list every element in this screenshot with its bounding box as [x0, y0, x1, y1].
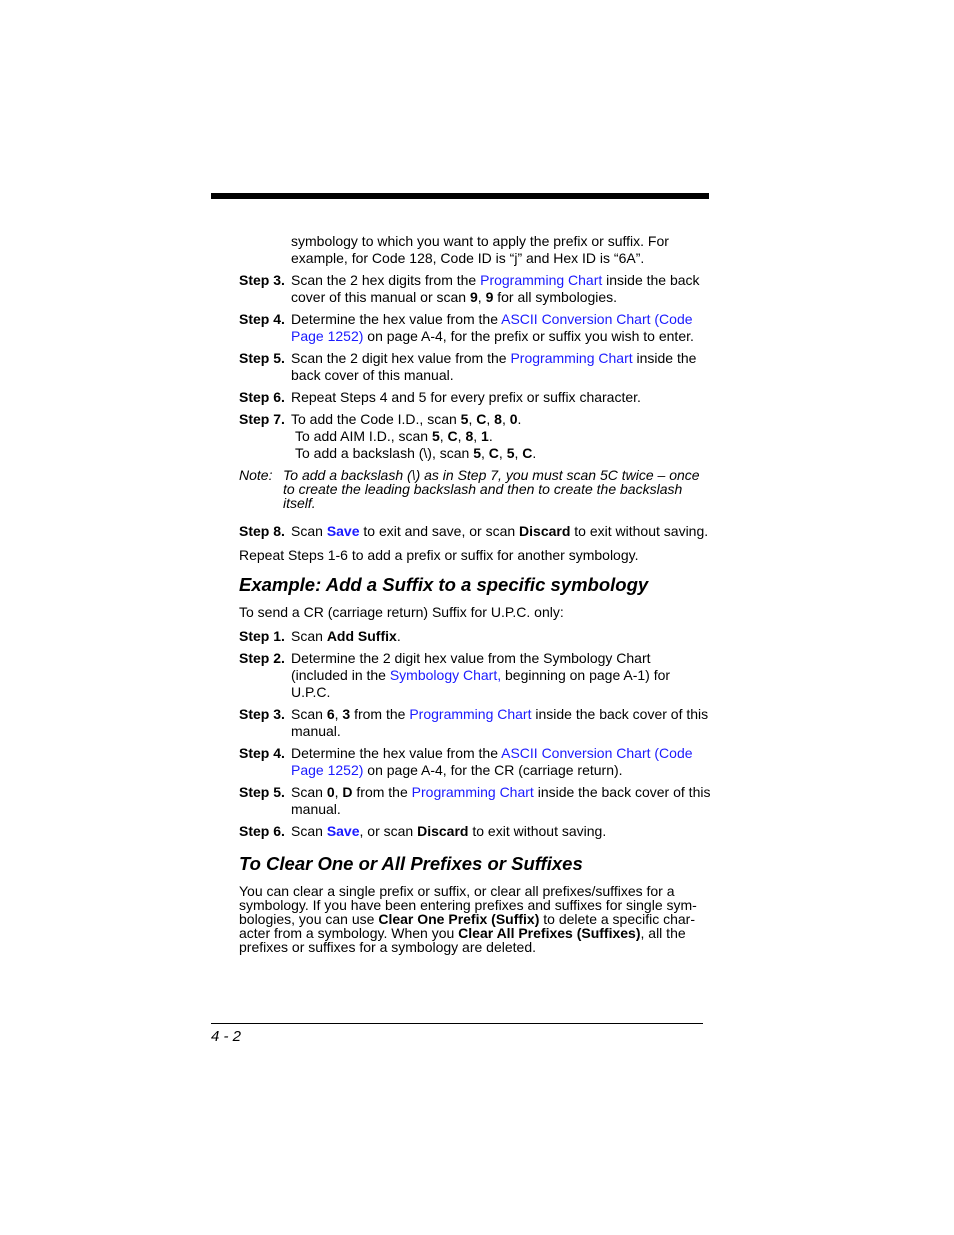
step-text: Scan Save, or scan Discard to exit without saving. [291, 823, 607, 839]
step-label: Step 5. [239, 784, 285, 800]
ascii-chart-link[interactable]: ASCII Conversion Chart (Code [501, 311, 693, 327]
header-rule [211, 193, 709, 199]
note-label: Note: [239, 467, 273, 483]
step-text: (included in the Symbology Chart, beginning on page A-1) for [291, 667, 671, 683]
ascii-chart-link[interactable]: Page 1252) [291, 328, 364, 344]
step-text: back cover of this manual. [291, 367, 454, 383]
example-intro: To send a CR (carriage return) Suffix for U.P.C. only: [239, 604, 564, 620]
step-text: Scan 6, 3 from the Programming Chart inside the back cover of this [291, 706, 709, 722]
section-heading: To Clear One or All Prefixes or Suffixes [239, 853, 583, 874]
ascii-chart-link[interactable]: Page 1252) [291, 762, 364, 778]
intro-line: symbology to which you want to apply the prefix or suffix. For [291, 233, 669, 249]
step-text: Scan the 2 hex digits from the Programming Chart inside the back [291, 272, 700, 288]
step-label: Step 3. [239, 706, 285, 722]
step-text: cover of this manual or scan 9, 9 for all symbologies. [291, 289, 618, 305]
step-label: Step 2. [239, 650, 285, 666]
note-text: itself. [283, 495, 316, 511]
programming-chart-link[interactable]: Programming Chart [510, 350, 633, 366]
footer-rule [211, 1023, 703, 1024]
page-number: 4 - 2 [211, 1028, 242, 1045]
step-text: manual. [291, 801, 341, 817]
step-text: Scan 0, D from the Programming Chart inside the back cover of this [291, 784, 711, 800]
step-text: Repeat Steps 4 and 5 for every prefix or suffix character. [291, 389, 641, 405]
clear-paragraph-line: prefixes or suffixes for a symbology are deleted. [239, 939, 537, 955]
step-label: Step 4. [239, 745, 285, 761]
symbology-chart-link[interactable]: Symbology Chart, [389, 667, 502, 683]
step-label: Step 6. [239, 823, 285, 839]
clear-paragraph-line: symbology. If you have been entering prefixes and suffixes for single sym- [239, 897, 697, 913]
repeat-text: Repeat Steps 1-6 to add a prefix or suffix for another symbology. [239, 547, 639, 563]
step-text: Determine the hex value from the ASCII Conversion Chart (Code [291, 745, 693, 761]
programming-chart-link[interactable]: Programming Chart [480, 272, 603, 288]
programming-chart-link[interactable]: Programming Chart [411, 784, 534, 800]
step-text: Determine the 2 digit hex value from the Symbology Chart [291, 650, 651, 666]
step-label: Step 4. [239, 311, 285, 327]
note-text: To add a backslash (\) as in Step 7, you must scan 5C twice – once [283, 467, 700, 483]
save-link[interactable]: Save [326, 523, 360, 539]
save-link[interactable]: Save [326, 823, 360, 839]
step-label: Step 1. [239, 628, 285, 644]
note-text: to create the leading backslash and then to create the backslash [283, 481, 683, 497]
clear-paragraph-line: You can clear a single prefix or suffix, or clear all prefixes/suffixes for a [239, 883, 675, 899]
clear-paragraph-line: acter from a symbology. When you Clear All Prefixes (Suffixes), all the [239, 925, 686, 941]
step-text: To add the Code I.D., scan 5, C, 8, 0. [291, 411, 522, 427]
step-label: Step 7. [239, 411, 285, 427]
step-text: Scan Add Suffix. [291, 628, 401, 644]
step-label: Step 8. [239, 523, 285, 539]
step-text: Page 1252) on page A-4, for the CR (carriage return). [291, 762, 623, 778]
step-label: Step 3. [239, 272, 285, 288]
step-label: Step 5. [239, 350, 285, 366]
ascii-chart-link[interactable]: ASCII Conversion Chart (Code [501, 745, 693, 761]
clear-paragraph-line: bologies, you can use Clear One Prefix (Suffix) to delete a specific char- [239, 911, 696, 927]
step-label: Step 6. [239, 389, 285, 405]
step-text: Determine the hex value from the ASCII Conversion Chart (Code [291, 311, 693, 327]
section-heading: Example: Add a Suffix to a specific symbology [239, 574, 649, 595]
step-text: U.P.C. [291, 684, 331, 700]
intro-line: example, for Code 128, Code ID is “j” and Hex ID is “6A”. [291, 250, 645, 266]
step-text: manual. [291, 723, 341, 739]
step-text: To add a backslash (\), scan 5, C, 5, C. [295, 445, 537, 461]
step-text: Scan the 2 digit hex value from the Programming Chart inside the [291, 350, 697, 366]
step-text: Page 1252) on page A-4, for the prefix or suffix you wish to enter. [291, 328, 694, 344]
step-text: Scan Save to exit and save, or scan Discard to exit without saving. [291, 523, 709, 539]
step-text: To add AIM I.D., scan 5, C, 8, 1. [295, 428, 493, 444]
programming-chart-link[interactable]: Programming Chart [409, 706, 532, 722]
